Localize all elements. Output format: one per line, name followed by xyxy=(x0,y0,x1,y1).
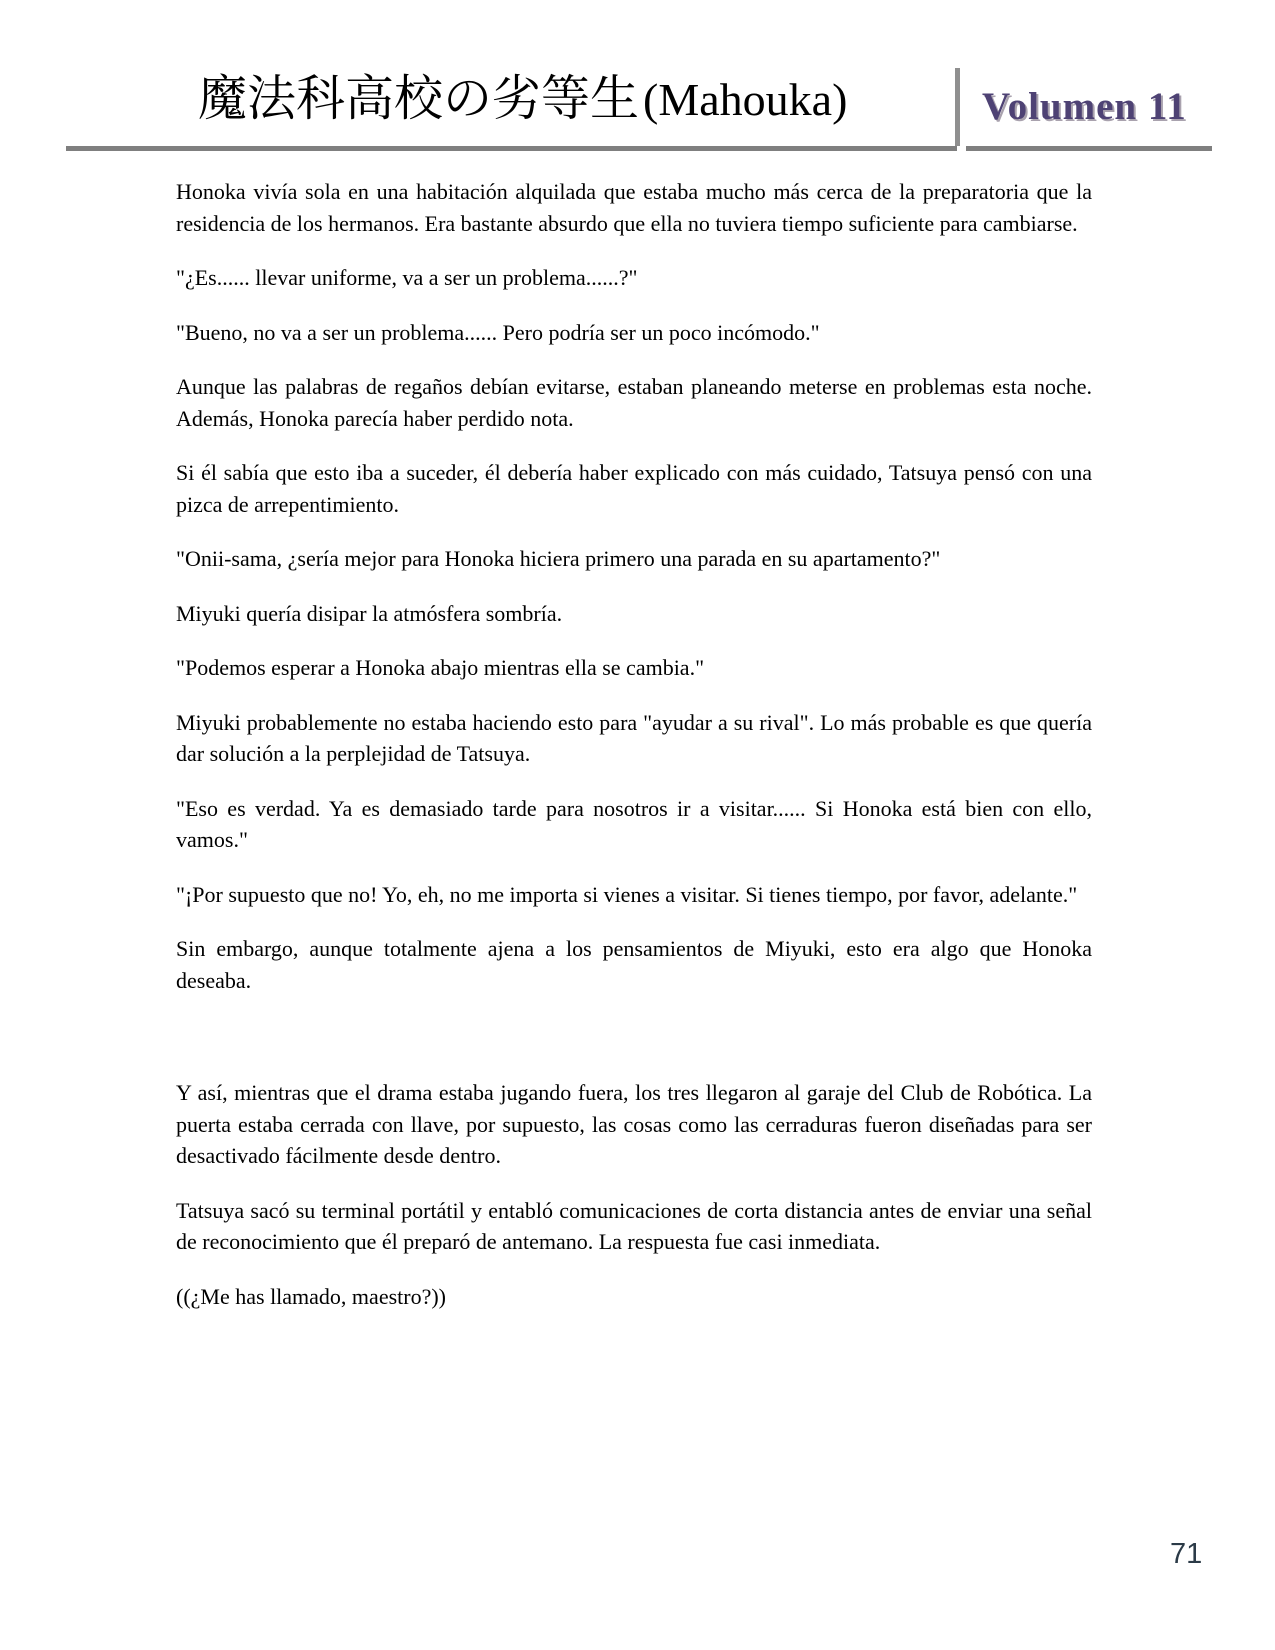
paragraph: Tatsuya sacó su terminal portátil y entabló comunicaciones de corta distancia antes de enviar una señal de reconocimiento que él preparó de antemano. La respuesta fue casi inmediata. xyxy=(176,1197,1092,1254)
header-rule-left xyxy=(66,146,957,151)
header-rule-right xyxy=(966,146,1212,151)
paragraph: "Bueno, no va a ser un problema...... Pero podría ser un poco incómodo." xyxy=(176,319,820,345)
series-title-latin: (Mahouka) xyxy=(643,74,848,125)
page-number: 71 xyxy=(1170,1538,1203,1570)
paragraph: Honoka vivía sola en una habitación alquilada que estaba mucho más cerca de la preparatoria que la residencia de los hermanos. Era bastante absurdo que ella no tuviera tiempo suficiente para cambiarse. xyxy=(176,179,1092,236)
header-divider-bar xyxy=(955,68,960,146)
paragraph: Sin embargo, aunque totalmente ajena a los pensamientos de Miyuki, esto era algo que Honoka deseaba. xyxy=(176,936,1092,993)
paragraph: Si él sabía que esto iba a suceder, él debería haber explicado con más cuidado, Tatsuya pensó con una pizca de arrepentimiento. xyxy=(176,460,1092,517)
paragraph: ((¿Me has llamado, maestro?)) xyxy=(176,1283,446,1309)
paragraph: Aunque las palabras de regaños debían evitarse, estaban planeando meterse en problemas esta noche. Además, Honoka parecía haber perdido nota. xyxy=(176,374,1092,431)
page-title xyxy=(198,70,847,129)
paragraph: "Podemos esperar a Honoka abajo mientras ella se cambia." xyxy=(176,655,705,680)
series-title-japanese: 魔法科高校の劣等生 xyxy=(198,71,640,126)
paragraph: "Eso es verdad. Ya es demasiado tarde para nosotros ir a visitar...... Si Honoka está bien con ello, vamos." xyxy=(176,795,1092,852)
paragraph: "¿Es...... llevar uniforme, va a ser un problema......?" xyxy=(176,265,638,290)
paragraph: Miyuki probablemente no estaba haciendo esto para "ayudar a su rival". Lo más probable es que quería dar solución a la perplejidad de Tatsuya. xyxy=(176,709,1092,766)
volume-label: Volumen 11 xyxy=(982,85,1187,128)
paragraph: "¡Por supuesto que no! Yo, eh, no me importa si vienes a visitar. Si tienes tiempo, por favor, adelante." xyxy=(176,881,1078,907)
paragraph: "Onii-sama, ¿sería mejor para Honoka hiciera primero una parada en su apartamento?" xyxy=(176,546,941,571)
body-text xyxy=(176,176,1092,1335)
scene-break-spacer xyxy=(176,1019,1092,1077)
paragraph: Y así, mientras que el drama estaba jugando fuera, los tres llegaron al garaje del Club de Robótica. La puerta estaba cerrada con llave, por supuesto, las cosas como las cerraduras fueron diseñadas para ser desactivado fácilmente desde dentro. xyxy=(176,1080,1092,1168)
paragraph: Miyuki quería disipar la atmósfera sombría. xyxy=(176,600,563,626)
